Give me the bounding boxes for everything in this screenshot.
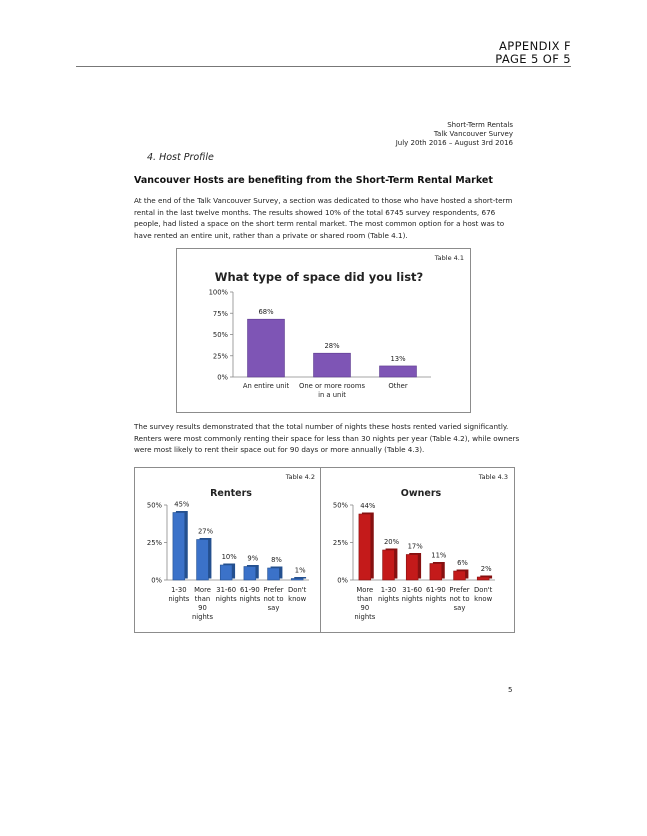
renters-category-label: More (194, 586, 211, 594)
renters-bar (197, 540, 209, 581)
renters-data-label: 45% (174, 500, 190, 509)
owners-category-label: 90 (360, 604, 370, 612)
renters-category-label: 61-90 (239, 586, 260, 594)
owners-category-label: nights (425, 595, 447, 603)
owners-category-label: Prefer (449, 586, 470, 594)
owners-data-label: 44% (360, 502, 376, 510)
renters-chart-svg (135, 468, 321, 632)
owners-y-tick-label: 25% (332, 539, 348, 547)
header-rule (76, 66, 571, 67)
owners-category-label: More (356, 586, 374, 594)
space-type-data-label: 28% (324, 342, 340, 351)
owners-y-tick-label: 50% (332, 501, 348, 510)
owners-category-label: than (357, 595, 373, 603)
owners-category-label: 61-90 (425, 586, 446, 594)
owners-category-label: Don't (474, 586, 493, 594)
space-type-bar (380, 366, 417, 377)
renters-bar (220, 565, 232, 580)
space-type-category-label: in a unit (318, 391, 346, 399)
space-type-y-tick-label: 0% (217, 373, 228, 382)
renters-chart-title: Renters (210, 488, 252, 499)
space-type-y-tick-label: 50% (212, 331, 228, 339)
space-type-y-tick-label: 25% (212, 352, 228, 361)
table-label-4-3: Table 4.3 (478, 473, 508, 481)
renters-category-label: than (194, 595, 211, 603)
renters-y-tick-label: 25% (146, 539, 162, 547)
renters-bar (268, 568, 280, 580)
owners-y-tick-label: 0% (337, 576, 348, 585)
renters-category-label: not to (263, 595, 284, 603)
chart-owners (320, 467, 515, 633)
owners-category-label: nights (401, 595, 423, 603)
space-type-category-label: An entire unit (242, 382, 290, 390)
space-type-chart-svg (177, 249, 470, 412)
space-type-bar (314, 353, 351, 377)
owners-category-label: know (474, 595, 493, 603)
owners-data-label: 2% (480, 565, 492, 573)
renters-category-label: nights (239, 595, 261, 603)
owners-category-label: not to (449, 595, 470, 603)
renters-y-tick-label: 0% (151, 576, 162, 585)
renters-data-label: 10% (221, 553, 237, 561)
meta-line-1: Short-Term Rentals (447, 121, 513, 129)
chart-renters (134, 467, 322, 633)
table-label-4-1: Table 4.1 (434, 254, 464, 262)
owners-data-label: 11% (431, 551, 447, 560)
owners-bar (430, 564, 442, 581)
page-number: 5 (508, 686, 513, 694)
table-label-4-2: Table 4.2 (285, 473, 315, 481)
owners-category-label: nights (377, 595, 400, 603)
renters-category-label: nights (191, 613, 214, 621)
renters-bar (291, 579, 303, 581)
renters-category-label: nights (168, 595, 190, 603)
renters-data-label: 8% (271, 556, 282, 564)
report-meta (396, 121, 513, 148)
renters-category-label: Don't (288, 586, 307, 594)
owners-data-label: 17% (407, 542, 423, 551)
owners-data-label: 6% (457, 559, 468, 567)
owners-bar (477, 577, 489, 580)
renters-category-label: say (267, 604, 280, 612)
owners-category-label: say (453, 604, 466, 612)
renters-category-label: know (288, 595, 307, 603)
page-of-label: PAGE 5 OF 5 (495, 52, 571, 66)
owners-bar (406, 555, 418, 581)
owners-bar (454, 571, 466, 580)
owners-chart-title: Owners (400, 488, 442, 499)
appendix-header (495, 40, 571, 66)
space-type-category-label: Other (388, 382, 408, 390)
chart-space-type (176, 248, 471, 413)
space-type-bar (248, 319, 285, 377)
meta-line-2: Talk Vancouver Survey (433, 130, 513, 138)
owners-bar (383, 550, 395, 580)
renters-category-label: Prefer (263, 586, 284, 594)
space-type-data-label: 68% (258, 308, 274, 317)
section-title: 4. Host Profile (147, 152, 214, 163)
owners-bar (359, 514, 371, 580)
space-type-y-tick-label: 100% (208, 288, 228, 297)
renters-category-label: 1-30 (171, 586, 187, 594)
owners-category-label: 31-60 (402, 586, 423, 594)
renters-category-label: 90 (198, 604, 207, 612)
renters-category-label: nights (215, 595, 237, 603)
space-type-chart-title: What type of space did you list? (214, 270, 424, 284)
nights-paragraph: The survey results demonstrated that the total number of nights these hosts rented varied significantly. Renters were most commonly renting their space for less than 30 nights per year (Table 4.2), while owners were most likely to rent their space out for 90 days or more annually (Table 4.3). (134, 422, 520, 455)
renters-y-tick-label: 50% (146, 501, 162, 510)
renters-category-label: 31-60 (216, 586, 237, 594)
appendix-label: APPENDIX F (498, 39, 571, 53)
space-type-category-label: One or more rooms (298, 382, 366, 390)
owners-chart-svg (321, 468, 514, 632)
renters-bar (173, 513, 185, 581)
owners-category-label: 1-30 (380, 586, 397, 594)
owners-data-label: 20% (383, 538, 400, 546)
intro-paragraph: At the end of the Talk Vancouver Survey, a section was dedicated to those who have hosted a short-term rental in the last twelve months. The results showed 10% of the total 6745 survey respondents, 676 people, had listed a space on the short term rental market. The most common option for a host was to have rented an entire unit, rather than a private or shared room (Table 4.1). (134, 196, 513, 240)
section-heading: Vancouver Hosts are benefiting from the Short-Term Rental Market (134, 175, 493, 186)
owners-category-label: nights (354, 613, 376, 621)
space-type-y-tick-label: 75% (212, 309, 228, 318)
space-type-data-label: 13% (390, 354, 406, 363)
renters-data-label: 27% (197, 527, 214, 536)
meta-line-3: July 20th 2016 – August 3rd 2016 (395, 139, 513, 147)
renters-data-label: 1% (294, 566, 306, 575)
renters-data-label: 9% (247, 554, 259, 563)
renters-bar (244, 567, 256, 581)
